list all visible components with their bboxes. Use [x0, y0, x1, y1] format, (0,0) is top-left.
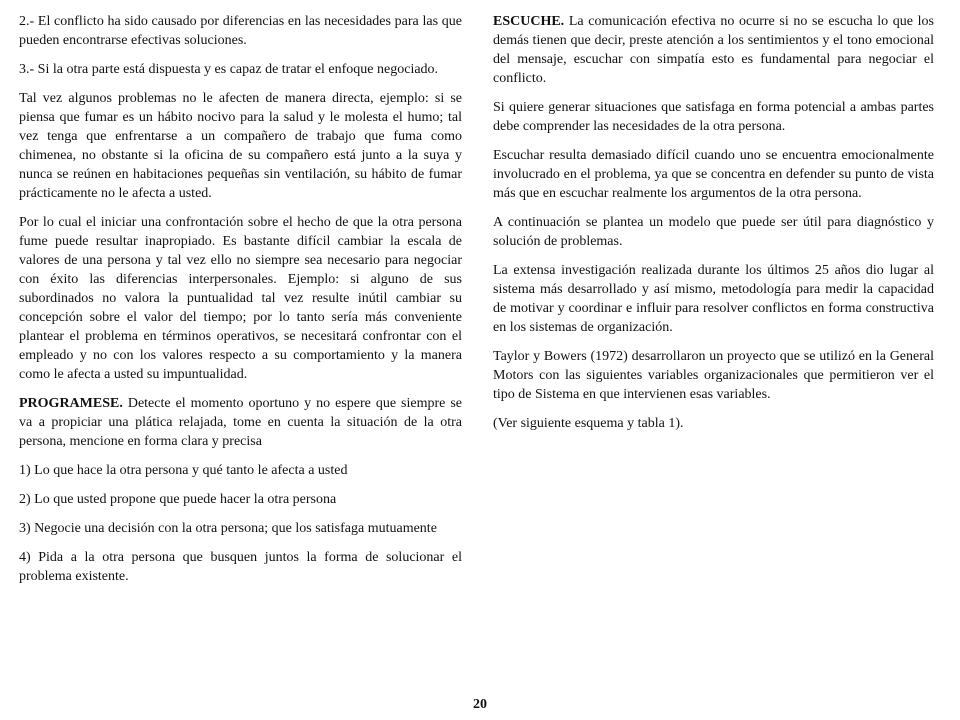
- list-item-3: 3) Negocie una decisión con la otra persona; que los satisfaga mutuamente: [19, 521, 437, 536]
- list-item-2: 2) Lo que usted propone que puede hacer la otra persona: [19, 492, 337, 507]
- paragraph-point-3: 3.- Si la otra parte está dispuesta y es capaz de tratar el enfoque negociado.: [19, 62, 439, 77]
- paragraph-confrontation: Por lo cual el iniciar una confrontación sobre el hecho de que la otra persona fume puede resultar inapropiado. Es bastante difícil cambiar la escala de valores de una persona y tal vez ello no siempre sea necesario para negociar con éxito las diferencias interpersonales. Ejemplo: si alguno de sus subordinados no valora la puntualidad tal vez resulte inútil cambiar su concepción sobre el valor del tiempo; por lo tanto sería más conveniente plantear el problema en términos operativos, se necesitará confrontar con el empleado y no con los valores respecto a su comportamiento y la manera como le afecta a usted su impuntualidad.: [19, 215, 462, 382]
- right-column: [493, 12, 934, 443]
- paragraph-see-table: (Ver siguiente esquema y tabla 1).: [493, 416, 684, 431]
- heading-programese: PROGRAMESE.: [19, 396, 123, 411]
- heading-escuche: ESCUCHE.: [493, 14, 565, 29]
- paragraph-research: La extensa investigación realizada durante los últimos 25 años dio lugar al sistema más desarrollado y así mismo, metodología para medir la capacidad de motivar y coordinar e influir para resolver conflictos en forma constructiva en los sistemas de organización.: [493, 263, 934, 335]
- paragraph-escuche: [493, 12, 934, 88]
- list-item-4: 4) Pida a la otra persona que busquen juntos la forma de solucionar el problema existente.: [19, 550, 462, 584]
- page-number: 20: [473, 697, 487, 712]
- paragraph-listening: Escuchar resulta demasiado difícil cuando uno se encuentra emocionalmente involucrado en el problema, ya que se concentra en defender su punto de vista más que en escuchar realmente los argumentos de la otra persona.: [493, 148, 934, 201]
- left-column: [19, 12, 462, 596]
- paragraph-smoking-example: Tal vez algunos problemas no le afecten de manera directa, ejemplo: si se piensa que fumar es un hábito nocivo para la salud y le molesta el humo; tal vez tenga que enfrentarse a un compañero de trabajo que fuma como chimenea, no obstante si la oficina de su compañero está junto a la suya y nunca se reúnen en habitaciones pequeñas sin ventilación, su hábito de fumar prácticamente no le afecta a usted.: [19, 91, 462, 201]
- paragraph-point-2: 2.- El conflicto ha sido causado por diferencias en las necesidades para las que pueden encontrarse efectivas soluciones.: [19, 14, 462, 48]
- list-item-1: 1) Lo que hace la otra persona y qué tanto le afecta a usted: [19, 463, 348, 478]
- escuche-body: La comunicación efectiva no ocurre si no se escucha lo que los demás tienen que decir, preste atención a los sentimientos y el tono emocional del mensaje, escuchar con simpatía esto es fundamental para negociar el conflicto.: [493, 14, 934, 86]
- paragraph-model: A continuación se plantea un modelo que puede ser útil para diagnóstico y solución de problemas.: [493, 215, 934, 249]
- paragraph-programese: [19, 394, 462, 451]
- paragraph-needs: Si quiere generar situaciones que satisfaga en forma potencial a ambas partes debe comprender las necesidades de la otra persona.: [493, 100, 934, 134]
- programese-body: Detecte el momento oportuno y no espere que siempre se va a propiciar una plática relajada, tome en cuenta la situación de la otra persona, mencione en forma clara y precisa: [19, 396, 462, 449]
- paragraph-taylor-bowers: Taylor y Bowers (1972) desarrollaron un proyecto que se utilizó en la General Motors con las siguientes variables organizacionales que permitieron ver el tipo de Sistema en que intervienen esas variables.: [493, 349, 934, 402]
